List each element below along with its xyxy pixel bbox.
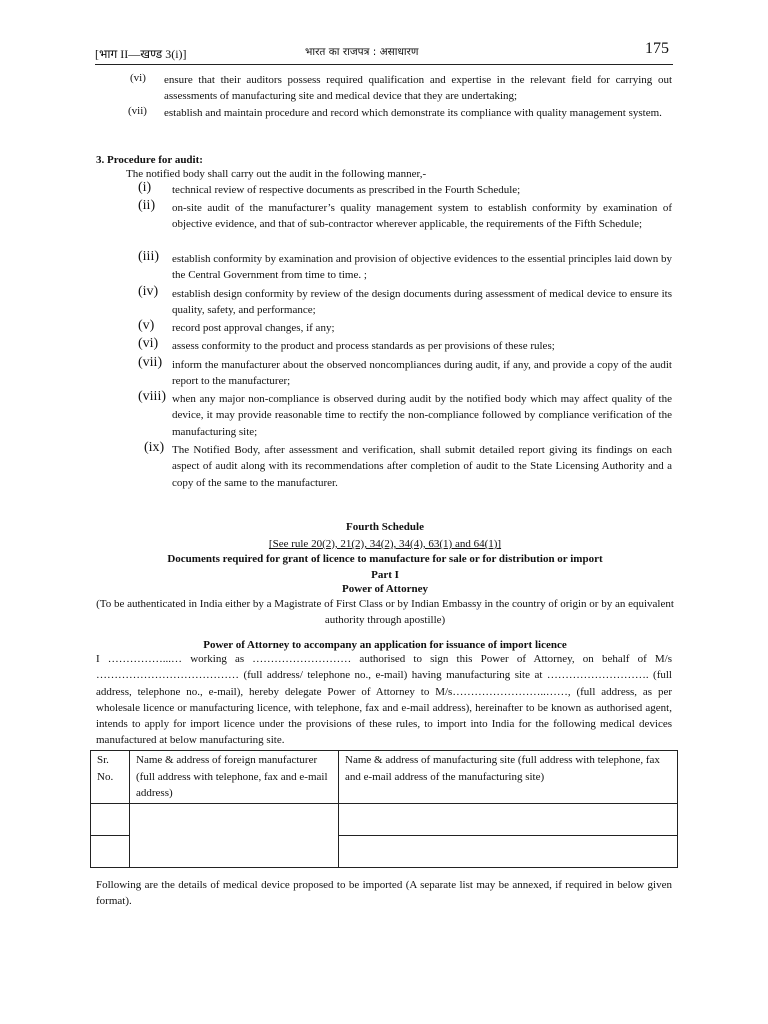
table-cell [91, 804, 130, 836]
list-item-text: inform the manufacturer about the observed noncompliances during audit, if any, and provide a copy of the audit report to the manufacturer; [172, 359, 672, 388]
poa-paragraph: I ……………...… working as ……………………… authorised to sign this Power of Attorney, on behalf of M/s ………………………………… (full address/ telephone no., e-mail) having manufacturing site at ………………………. (full address, telephone no., e-mail), hereby delegate Power of Attorney to M/s……………………..……, (full address, as per wholesale licence or manufacturing licence, with telephone, fax and e-mail address), hereinafter to be known as authorised agent, intends to apply for import licence under the provisions of these rules, to import into India for the following medical devices manufactured at below manufacturing site. [96, 653, 672, 747]
list-item-text: record post approval changes, if any; [172, 322, 335, 334]
list-item-text: ensure that their auditors possess required qualification and expertise in the relevant field for carrying out assessments of manufacturing site and medical device that they are undertaking; [164, 74, 672, 103]
table-row [91, 804, 678, 836]
part-title: Power of Attorney [342, 583, 428, 595]
list-item-text: establish and maintain procedure and record which demonstrate its compliance with quality management system. [164, 107, 662, 119]
page-number: 175 [645, 40, 669, 57]
table-cell [91, 836, 130, 868]
section-intro: The notified body shall carry out the audit in the following manner,- [126, 168, 427, 180]
table-cell [339, 804, 678, 836]
table-cell [130, 804, 339, 868]
list-item-text: when any major non-compliance is observed during audit by the notified body which may affect quality of the device, it may provide reasonable time to rectify the non-compliance followed by compliance verification of the manufacturing site; [172, 393, 672, 438]
header-part-label: [भाग II—खण्ड 3(i)] [95, 47, 187, 61]
list-item-number: (vii) [138, 355, 163, 370]
list-item-text: assess conformity to the product and process standards as per provisions of these rules; [172, 340, 555, 352]
authentication-note: (To be authenticated in India either by a Magistrate of First Class or by Indian Embassy in the country of origin or by an equivalent authority through apostille) [96, 598, 674, 627]
list-item-number: (iv) [138, 284, 159, 299]
schedule-subtitle: Documents required for grant of licence to manufacture for sale or for distribution or import [167, 553, 603, 565]
schedule-rule-reference [95, 536, 675, 552]
list-item-number: (ix) [144, 440, 165, 455]
table-header-row [91, 751, 678, 804]
header-gazette-title: भारत का राजपत्र : असाधारण [305, 46, 419, 58]
schedule-title: Fourth Schedule [346, 521, 424, 533]
list-item-text: establish design conformity by review of the design documents during assessment of medical device to ensure its quality, safety, and performance; [172, 288, 672, 317]
schedule-rule-reference-text: [See rule 20(2), 21(2), 34(2), 34(4), 63(1) and 64(1)] [268, 538, 502, 550]
list-item-number: (vi) [138, 336, 159, 351]
footer-note: Following are the details of medical device proposed to be imported (A separate list may be annexed, if required in below given format). [96, 879, 672, 908]
table-header-cell: Name & address of foreign manufacturer (full address with telephone, fax and e-mail address) [130, 751, 339, 804]
list-item-text: on-site audit of the manufacturer’s quality management system to establish conformity by examination of objective evidence, and that of sub-contractor wherever applicable, the requirements of the Fifth Schedule; [172, 202, 672, 231]
page-header [95, 42, 673, 65]
list-item-text: establish conformity by examination and provision of objective evidences to the essential principles laid down by the Central Government from time to time. ; [172, 253, 672, 282]
list-item-number: (v) [138, 318, 155, 333]
list-item-number: (i) [138, 180, 152, 195]
table-cell [339, 836, 678, 868]
list-item-number: (vii) [128, 105, 147, 117]
part-number: Part I [371, 569, 399, 581]
table-header-cell: Sr. No. [91, 751, 130, 804]
list-item-number: (viii) [138, 389, 166, 404]
poa-heading: Power of Attorney to accompany an application for issuance of import licence [203, 639, 567, 651]
list-item-text: The Notified Body, after assessment and verification, shall submit detailed report giving its findings on each aspect of audit along with its recommendations after completion of audit to the State Licensing Authority and a copy of the same to the manufacturer. [172, 444, 672, 489]
list-item-text: technical review of respective documents as prescribed in the Fourth Schedule; [172, 184, 521, 196]
list-item-number: (ii) [138, 198, 156, 213]
list-item-number: (vi) [130, 72, 146, 84]
list-item-number: (iii) [138, 249, 159, 264]
table-header-cell: Name & address of manufacturing site (full address with telephone, fax and e-mail address of the manufacturing site) [339, 751, 678, 804]
section-heading: 3. Procedure for audit: [96, 154, 203, 166]
manufacturer-table [90, 750, 678, 868]
